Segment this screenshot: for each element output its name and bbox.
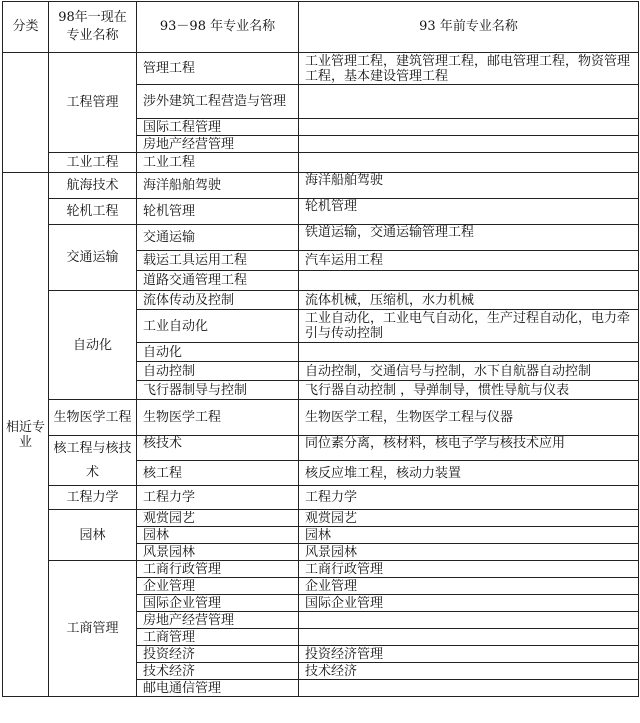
header-pre-93-name: 93 年前专业名称 [299,2,639,53]
old-major-cell [299,680,639,697]
current-major-cell: 生物医学工程 [49,400,137,436]
old-major-cell: 汽车运用工程 [299,251,639,271]
mid-major-cell: 房地产经营管理 [137,136,299,153]
table-row [3,400,639,436]
mid-major-cell: 自动控制 [137,362,299,381]
current-major-cell: 工业工程 [49,153,137,173]
mid-major-cell: 投资经济 [137,646,299,663]
old-major-cell: 投资经济管理 [299,646,639,663]
current-major-cell: 工程管理 [49,53,137,153]
old-major-cell [299,85,639,119]
category-cell: 相近专业 [3,173,49,697]
table-row [3,225,639,251]
mid-major-cell: 海洋船舶驾驶 [137,173,299,199]
mid-major-cell: 房地产经营管理 [137,612,299,629]
table-row [3,291,639,310]
old-major-cell [299,119,639,136]
mid-major-cell: 企业管理 [137,578,299,595]
old-major-cell [299,343,639,362]
old-major-cell: 技术经济 [299,663,639,680]
mid-major-cell: 国际工程管理 [137,119,299,136]
mid-major-cell: 工商行政管理 [137,561,299,578]
old-major-cell [299,136,639,153]
mid-major-cell: 工商管理 [137,629,299,646]
mid-major-cell: 飞行器制导与控制 [137,381,299,400]
old-major-cell: 轮机管理 [299,199,639,225]
old-major-cell: 园林 [299,527,639,544]
old-major-cell: 风景园林 [299,544,639,561]
mid-major-cell: 国际企业管理 [137,595,299,612]
mid-major-cell: 载运工具运用工程 [137,251,299,271]
old-major-cell: 铁道运输，交通运输管理工程 [299,225,639,251]
mid-major-cell: 风景园林 [137,544,299,561]
old-major-cell: 生物医学工程，生物医学工程与仪器 [299,400,639,436]
old-major-cell: 飞行器自动控制 ，导弹制导，惯性导航与仪表 [299,381,639,400]
old-major-cell [299,612,639,629]
table-row [3,53,639,85]
current-major-cell: 交通运输 [49,225,137,291]
mid-major-cell: 流体传动及控制 [137,291,299,310]
table-row [3,436,639,461]
current-major-cell: 轮机工程 [49,199,137,225]
header-category: 分类 [3,2,49,53]
old-major-cell [299,271,639,291]
header-93-98-name: 93－98 年专业名称 [137,2,299,53]
mid-major-cell: 工业工程 [137,153,299,173]
old-major-cell: 工业管理工程，建筑管理工程，邮电管理工程，物资管理工程，基本建设管理工程 [299,53,639,85]
header-current-name: 98年一现在专业名称 [49,2,137,53]
old-major-cell: 工商行政管理 [299,561,639,578]
mid-major-cell: 核技术 [137,436,299,461]
mid-major-cell: 管理工程 [137,53,299,85]
table-row [3,561,639,578]
mid-major-cell: 自动化 [137,343,299,362]
old-major-cell: 核反应堆工程，核动力装置 [299,461,639,486]
current-major-cell: 工商管理 [49,561,137,697]
current-major-cell: 航海技术 [49,173,137,199]
old-major-cell: 工程力学 [299,486,639,510]
current-major-cell: 自动化 [49,291,137,400]
mid-major-cell: 道路交通管理工程 [137,271,299,291]
table-row [3,153,639,173]
old-major-cell: 流体机械，压缩机，水力机械 [299,291,639,310]
mid-major-cell: 邮电通信管理 [137,680,299,697]
mid-major-cell: 观赏园艺 [137,510,299,527]
old-major-cell: 海洋船舶驾驶 [299,173,639,199]
mid-major-cell: 交通运输 [137,225,299,251]
mid-major-cell: 轮机管理 [137,199,299,225]
mid-major-cell: 涉外建筑工程营造与管理 [137,85,299,119]
category-cell [3,53,49,173]
current-major-cell: 工程力学 [49,486,137,510]
current-major-cell: 核工程与核技术 [49,436,137,486]
old-major-cell [299,629,639,646]
old-major-cell: 工业自动化，工业电气自动化，生产过程自动化，电力牵引与传动控制 [299,310,639,343]
mid-major-cell: 核工程 [137,461,299,486]
old-major-cell: 观赏园艺 [299,510,639,527]
table-row [3,486,639,510]
old-major-cell: 企业管理 [299,578,639,595]
major-name-table [2,1,639,697]
mid-major-cell: 生物医学工程 [137,400,299,436]
mid-major-cell: 工程力学 [137,486,299,510]
old-major-cell: 同位素分离，核材料，核电子学与核技术应用 [299,436,639,461]
mid-major-cell: 技术经济 [137,663,299,680]
table-row [3,173,639,199]
mid-major-cell: 园林 [137,527,299,544]
current-major-cell: 园林 [49,510,137,561]
table-row [3,199,639,225]
old-major-cell: 自动控制，交通信号与控制，水下自航器自动控制 [299,362,639,381]
old-major-cell [299,153,639,173]
table-row [3,510,639,527]
mid-major-cell: 工业自动化 [137,310,299,343]
old-major-cell: 国际企业管理 [299,595,639,612]
header-row [3,2,639,53]
